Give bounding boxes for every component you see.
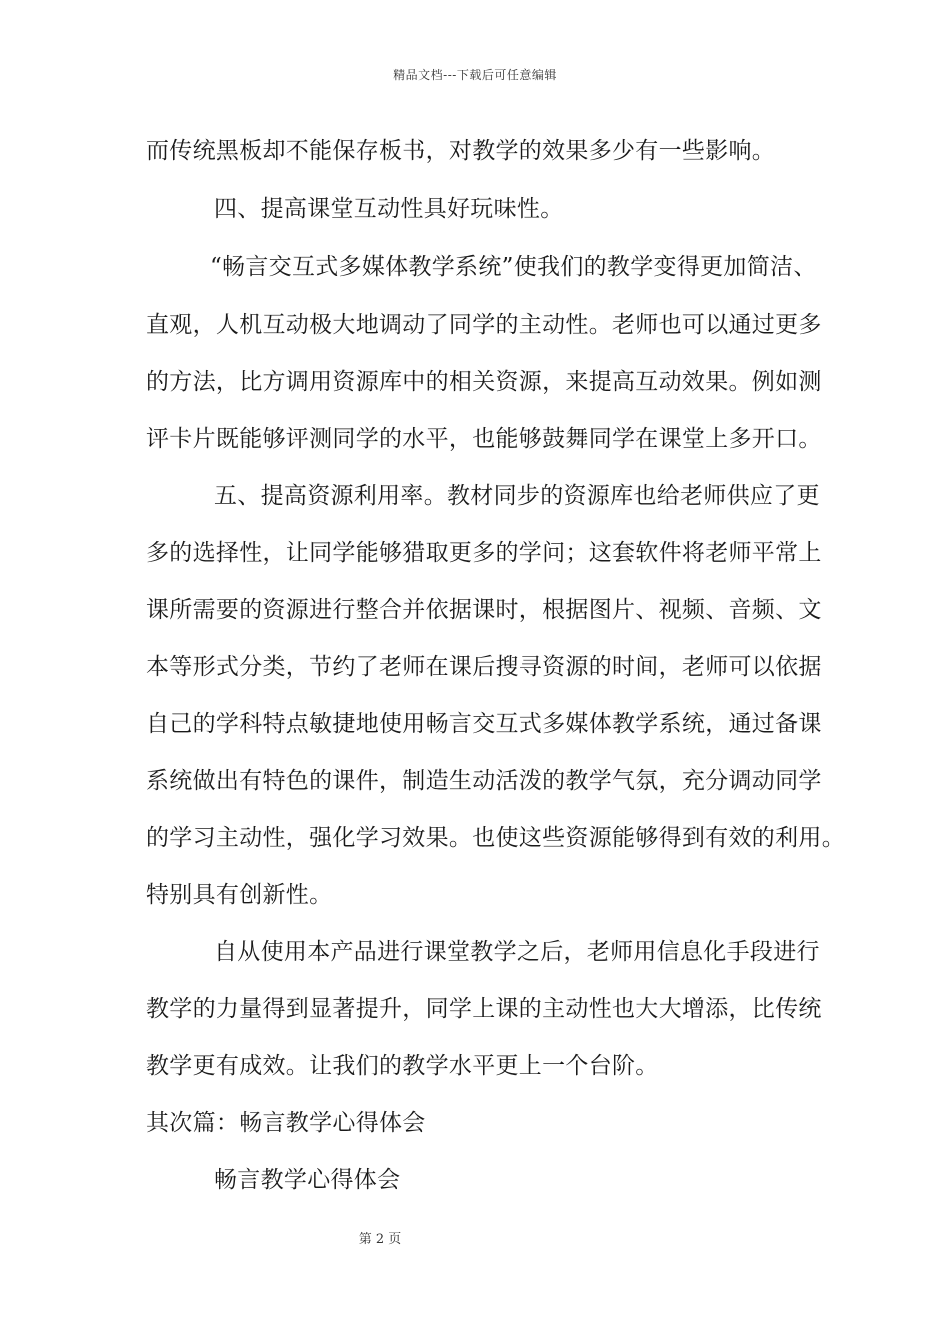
paragraph-line: 的学习主动性，强化学习效果。也使这些资源能够得到有效的利用。 — [146, 825, 845, 851]
paragraph-line: 自从使用本产品进行课堂教学之后，老师用信息化手段进行 — [214, 939, 820, 965]
paragraph-line: 而传统黑板却不能保存板书，对教学的效果多少有一些影响。 — [146, 138, 776, 164]
paragraph-line: 评卡片既能够评测同学的水平，也能够鼓舞同学在课堂上多开口。 — [146, 426, 822, 452]
paragraph-line: 自己的学科特点敏捷地使用畅言交互式多媒体教学系统，通过备课 — [146, 711, 822, 737]
page-number: 第 2 页 — [358, 1232, 402, 1247]
paragraph-line: 本等形式分类，节约了老师在课后搜寻资源的时间，老师可以依据 — [146, 654, 822, 680]
paragraph-line: 课所需要的资源进行整合并依据课时，根据图片、视频、音频、文 — [146, 597, 822, 623]
paragraph-line: “畅言交互式多媒体教学系统”使我们的教学变得更加简洁、 — [210, 254, 817, 280]
section-heading: 四、提高课堂互动性具好玩味性。 — [214, 196, 564, 222]
paragraph-line: 教学更有成效。让我们的教学水平更上一个台阶。 — [146, 1053, 659, 1079]
paragraph-line: 直观，人机互动极大地调动了同学的主动性。老师也可以通过更多 — [146, 312, 822, 338]
page-header: 精品文档---下载后可任意编辑 — [393, 68, 557, 82]
section-heading: 五、提高资源利用率。教材同步的资源库也给老师供应了更 — [214, 483, 820, 509]
paragraph-line: 的方法，比方调用资源库中的相关资源，来提高互动效果。例如测 — [146, 369, 822, 395]
paragraph-line: 多的选择性，让同学能够猎取更多的学问；这套软件将老师平常上 — [146, 540, 822, 566]
subtitle: 畅言教学心得体会 — [214, 1167, 401, 1193]
paragraph-line: 特别具有创新性。 — [146, 882, 333, 908]
paragraph-line: 系统做出有特色的课件，制造生动活泼的教学气氛，充分调动同学 — [146, 768, 822, 794]
chapter-title: 其次篇：畅言教学心得体会 — [146, 1110, 426, 1136]
paragraph-line: 教学的力量得到显著提升，同学上课的主动性也大大增添，比传统 — [146, 996, 822, 1022]
